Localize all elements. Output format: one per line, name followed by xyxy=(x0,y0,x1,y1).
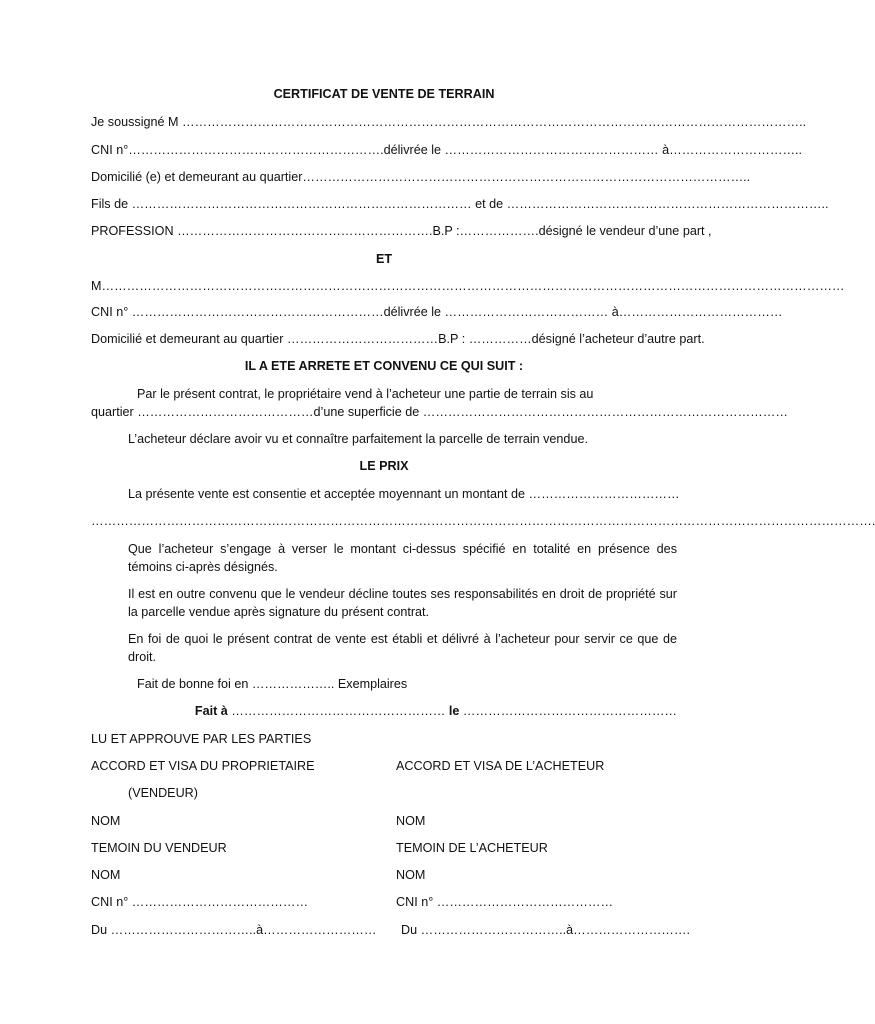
validity-paragraph: En foi de quoi le présent contrat de vente est établi et délivré à l’acheteur pour servir ce que de droit. xyxy=(128,632,677,664)
buyer-name-field: NOM xyxy=(396,814,426,828)
agreed-heading: IL A ETE ARRETE ET CONVENU CE QUI SUIT : xyxy=(244,359,524,373)
seller-witness-label: TEMOIN DU VENDEUR xyxy=(91,841,227,855)
date-dots: …………………………………………… xyxy=(462,704,677,718)
place-date-line xyxy=(91,703,677,721)
buyer-declaration: L’acheteur déclare avoir vu et connaître parfaitement la parcelle de terrain vendue. xyxy=(128,432,588,446)
buyer-cni-line: CNI n° ……………………………………………………délivrée le ………………………………… à………………………………… xyxy=(91,305,783,319)
date-label: le xyxy=(448,704,460,718)
owner-visa-label: ACCORD ET VISA DU PROPRIETAIRE xyxy=(91,759,315,773)
contract-paragraph-line1: Par le présent contrat, le propriétaire vend à l’acheteur une partie de terrain sis au xyxy=(137,387,594,401)
seller-address-line: Domicilié (e) et demeurant au quartier…………………………………………………………………………………………….. xyxy=(91,170,751,184)
buyer-name-line: M…………………………………………………………………………………………………………………………………………………………… xyxy=(91,279,845,293)
seller-witness-cni: CNI n° …………………………………… xyxy=(91,895,309,909)
done-at-label: Fait à xyxy=(194,704,228,718)
document-title: CERTIFICAT DE VENTE DE TERRAIN xyxy=(273,87,495,101)
buyer-witness-label: TEMOIN DE L’ACHETEUR xyxy=(396,841,548,855)
buyer-witness-cni: CNI n° …………………………………… xyxy=(396,895,614,909)
seller-cni-line: CNI n°…………………………………………………….délivrée le …………………………………………… à………………………….. xyxy=(91,143,803,157)
liability-paragraph: Il est en outre convenu que le vendeur décline toutes ses responsabilités en droit de propriété sur la parcelle vendue après signature du présent contrat. xyxy=(128,587,677,619)
et-heading: ET xyxy=(375,252,393,266)
price-amount-line: ……………………………………………………………………………………………………………………………………………………………………. xyxy=(91,514,875,528)
buyer-witness-cni-issue: Du ……………………………..à………………………. xyxy=(401,923,690,937)
price-paragraph: La présente vente est consentie et acceptée moyennant un montant de ……………………………… xyxy=(128,487,680,501)
seller-profession-line: PROFESSION …………………………………………………….B.P :……………….désigné le vendeur d’une part , xyxy=(91,224,712,238)
buyer-visa-label: ACCORD ET VISA DE L’ACHETEUR xyxy=(396,759,605,773)
seller-name-line: Je soussigné M ………………………………………………………………………………………………………………………………….. xyxy=(91,115,807,129)
seller-witness-name: NOM xyxy=(91,868,121,882)
payment-paragraph: Que l’acheteur s’engage à verser le montant ci-dessus spécifié en totalité en présence des témoins ci-après désignés. xyxy=(128,542,677,574)
done-at-dots: …………………………………………… xyxy=(231,704,446,718)
contract-paragraph-line2: quartier ……………………………………d’une superficie de …………………………………………………………………………… xyxy=(91,405,788,419)
price-heading: LE PRIX xyxy=(359,459,409,473)
buyer-witness-name: NOM xyxy=(396,868,426,882)
owner-name-field: NOM xyxy=(91,814,121,828)
seller-paren-label: (VENDEUR) xyxy=(128,786,198,800)
buyer-address-line: Domicilié et demeurant au quartier ………………………………B.P : ……………désigné l’acheteur d’autre part. xyxy=(91,332,705,346)
approved-heading: LU ET APPROUVE PAR LES PARTIES xyxy=(91,732,312,746)
copies-line: Fait de bonne foi en ……………….. Exemplaires xyxy=(137,677,408,691)
seller-witness-cni-issue: Du ……………………………..à……………………… xyxy=(91,923,377,937)
seller-parents-line: Fils de ……………………………………………………………………… et de ………………………………………………………………….. xyxy=(91,197,829,211)
